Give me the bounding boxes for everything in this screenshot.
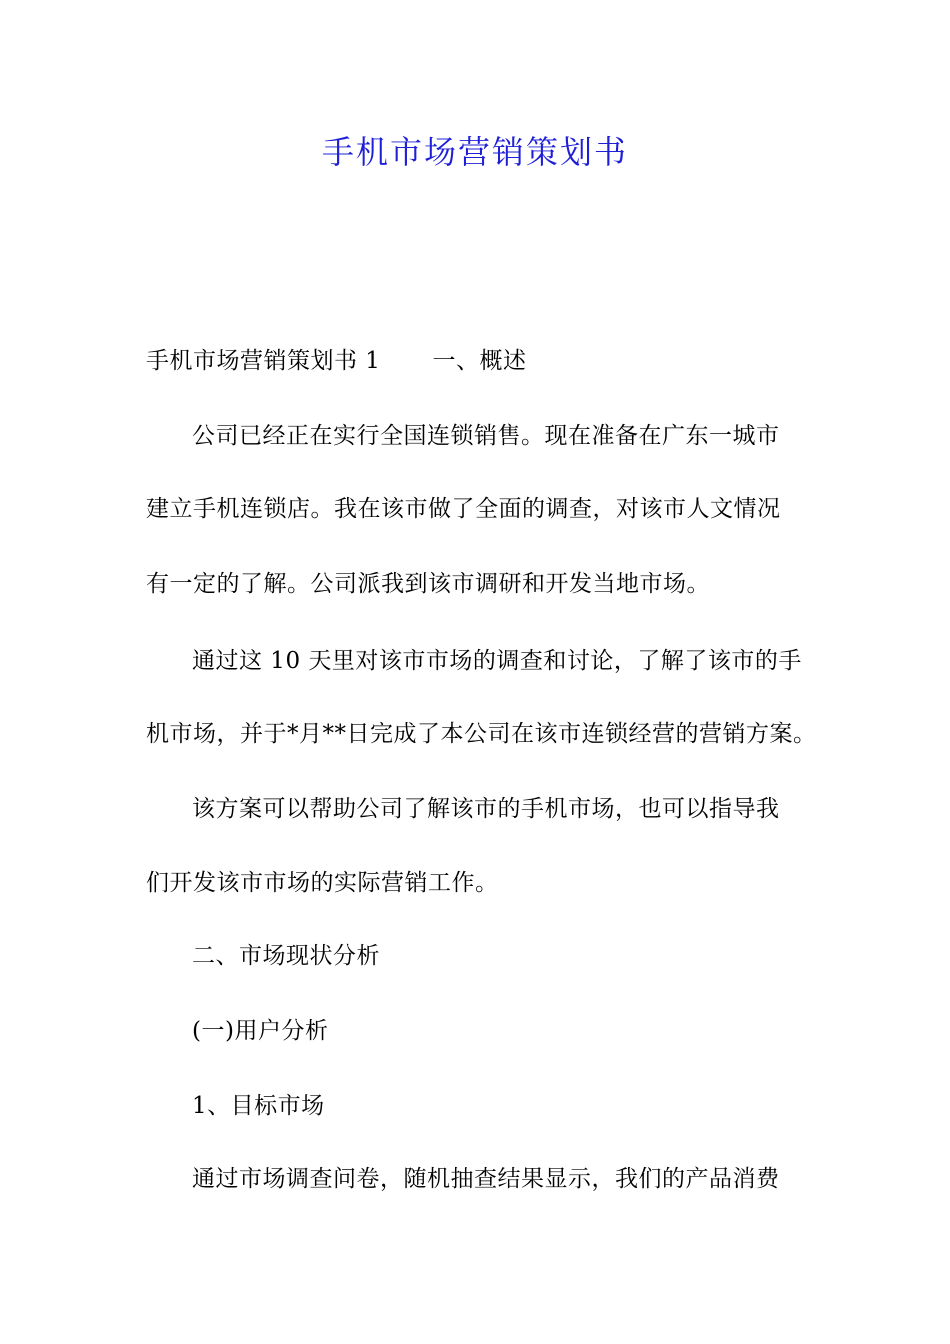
paragraph-line: 们开发该市市场的实际营销工作。 <box>146 870 499 896</box>
subsection-heading: (一)用户分析 <box>192 1018 329 1044</box>
section-heading: 一、概述 <box>432 348 527 374</box>
section-label: 手机市场营销策划书 1 <box>146 348 381 374</box>
document-title: 手机市场营销策划书 <box>321 133 628 171</box>
paragraph-line: 建立手机连锁店。我在该市做了全面的调查，对该市人文情况 <box>146 496 781 522</box>
paragraph-line: 公司已经正在实行全国连锁销售。现在准备在广东一城市 <box>192 423 780 449</box>
paragraph-line: 有一定的了解。公司派我到该市调研和开发当地市场。 <box>146 571 710 597</box>
section-heading: 二、市场现状分析 <box>192 943 380 969</box>
paragraph-line: 通过市场调查问卷，随机抽查结果显示，我们的产品消费 <box>192 1166 780 1192</box>
paragraph-line: 机市场，并于*月**日完成了本公司在该市连锁经营的营销方案。 <box>146 721 817 747</box>
paragraph-line: 该方案可以帮助公司了解该市的手机市场，也可以指导我 <box>192 796 780 822</box>
subsection-heading: 1、目标市场 <box>192 1093 325 1119</box>
paragraph-heading-line <box>146 345 826 377</box>
paragraph-line: 通过这 10 天里对该市市场的调查和讨论，了解了该市的手 <box>192 648 802 674</box>
